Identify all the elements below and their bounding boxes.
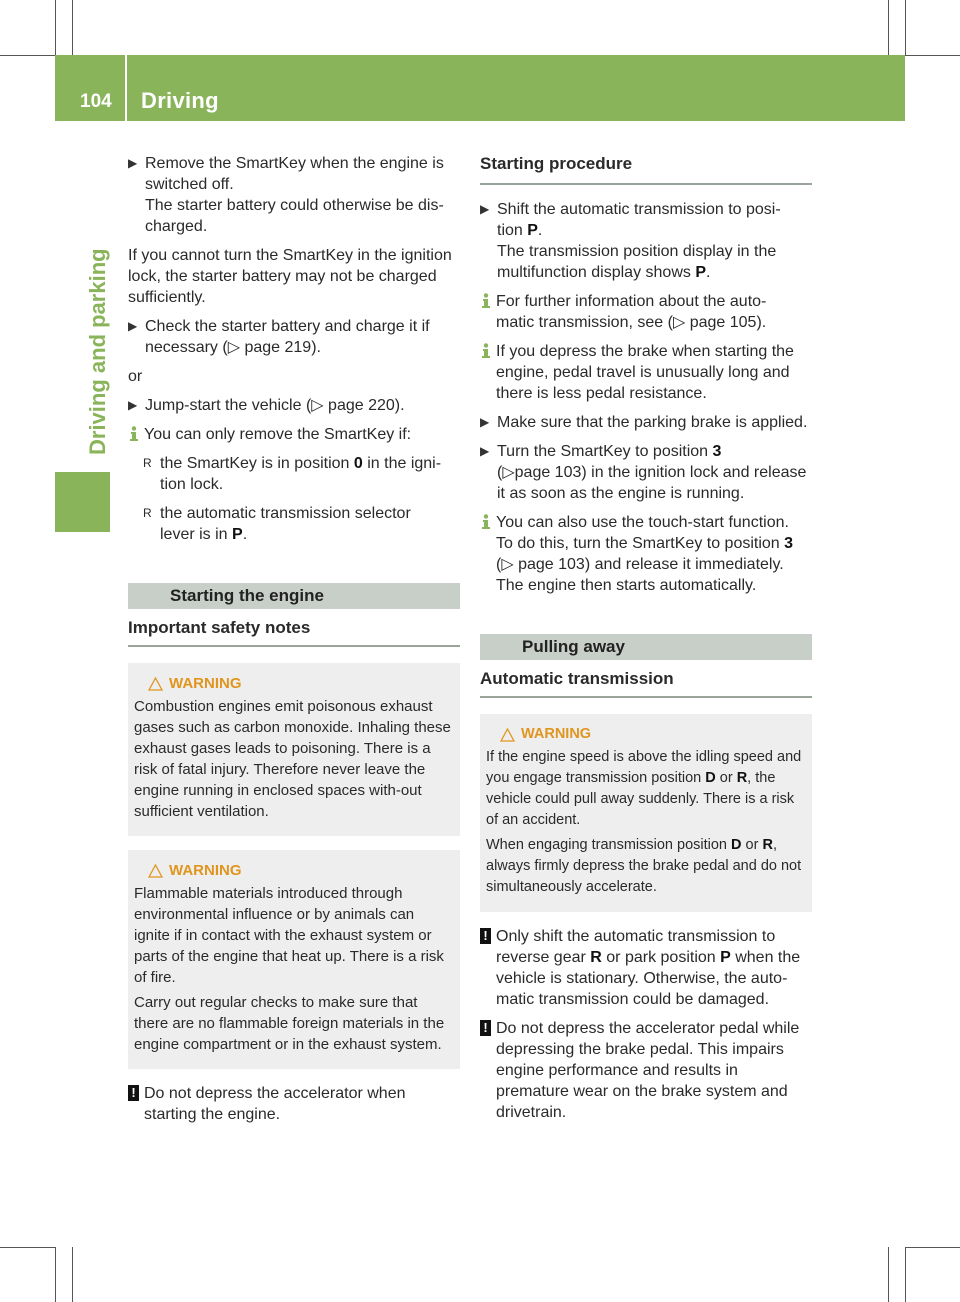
arrow-right-icon: ▶ bbox=[480, 415, 490, 429]
note-depress-accelerator: ! Do not depress the accelerator pedal while depressing the brake pedal. This impairs engine performance and results in premature wear on the brake system and drivetrain. bbox=[480, 1018, 812, 1123]
warning-text: Carry out regular checks to make sure that there are no flammable foreign materials in the engine compartment or in the exhaust system. bbox=[134, 994, 445, 1053]
subheading-automatic-transmission: Automatic transmission bbox=[480, 660, 812, 698]
step-remove-key: ▶ Remove the SmartKey when the engine is switched off. The starter battery could otherwise be dis- charged. bbox=[128, 155, 444, 235]
warning-text: When engaging transmission position D or R, always firmly depress the brake pedal and do not simultaneously accelerate. bbox=[486, 837, 802, 895]
crop-mark bbox=[72, 0, 73, 55]
info-further: For further information about the auto- matic transmission, see (▷ page 105). bbox=[480, 291, 812, 333]
heading-starting-procedure: Starting procedure bbox=[480, 153, 812, 185]
warning-label: WARNING bbox=[169, 675, 242, 692]
or-text: or bbox=[128, 368, 143, 385]
paragraph-cannot-turn: If you cannot turn the SmartKey in the ignition lock, the starter battery may not be charged sufficiently. bbox=[128, 247, 452, 306]
bullet-selector: R the automatic transmission selector lever is in P. bbox=[143, 505, 411, 543]
info-icon bbox=[480, 514, 492, 529]
page-ref-icon: ▷ bbox=[311, 397, 324, 414]
crop-mark bbox=[905, 1247, 906, 1302]
warning-triangle-icon bbox=[500, 728, 515, 742]
warning-triangle-icon bbox=[148, 677, 163, 691]
arrow-right-icon: ▶ bbox=[128, 156, 138, 170]
left-column bbox=[128, 153, 460, 1133]
page-ref-icon: ▷ bbox=[672, 314, 686, 331]
page-number: 104 bbox=[80, 91, 112, 112]
warning-box-exhaust bbox=[128, 663, 460, 836]
crop-mark bbox=[905, 1247, 960, 1248]
warning-text: Flammable materials introduced through environmental influence or by animals can ignite if in contact with the exhaust system or parts of the engine that heat up. There is a risk of fire. bbox=[134, 885, 444, 986]
crop-mark bbox=[905, 55, 960, 56]
crop-mark bbox=[905, 0, 906, 55]
bullet-icon: R bbox=[143, 506, 152, 520]
exclamation-icon: ! bbox=[480, 928, 491, 944]
info-remove-key: You can only remove the SmartKey if: bbox=[128, 424, 460, 445]
exclamation-icon: ! bbox=[128, 1085, 139, 1101]
info-brake: If you depress the brake when starting the engine, pedal travel is unusually long and there is less pedal resistance. bbox=[480, 341, 812, 404]
arrow-right-icon: ▶ bbox=[480, 444, 490, 458]
arrow-right-icon: ▶ bbox=[128, 398, 138, 412]
chapter-title: Driving bbox=[141, 88, 219, 113]
page-ref-link[interactable]: page 219). bbox=[244, 339, 321, 356]
page-ref-link[interactable]: page 105). bbox=[689, 314, 767, 331]
bullet-icon: R bbox=[143, 456, 152, 470]
page-ref-text: page 103) in the ignition lock and release it as soon as the engine is running. bbox=[497, 464, 807, 502]
page-ref-icon: ▷ bbox=[502, 464, 515, 481]
step-turn-key: ▶ Turn the SmartKey to position 3 (▷page 103) in the ignition lock and release it as soon as the engine is running. bbox=[480, 443, 807, 502]
warning-box-flammable bbox=[128, 850, 460, 1069]
page-ref-icon: ▷ bbox=[227, 339, 241, 356]
warning-text: If the engine speed is above the idling speed and you engage transmission position D or R, the vehicle could pull away suddenly. There is a risk of an accident. bbox=[486, 749, 802, 828]
arrow-right-icon: ▶ bbox=[480, 202, 490, 216]
warning-box-pull-away bbox=[480, 714, 812, 912]
step-check-battery: ▶ Check the starter battery and charge it if necessary (▷ page 219). bbox=[128, 318, 430, 356]
info-icon bbox=[480, 293, 492, 308]
step-parking-brake: ▶ Make sure that the parking brake is applied. bbox=[480, 414, 808, 431]
step-shift-p: ▶ Shift the automatic transmission to posi- tion P. The transmission position display in the multifunction display shows P. bbox=[480, 201, 781, 281]
section-starting-engine: Starting the engine bbox=[128, 583, 460, 609]
crop-mark bbox=[55, 0, 56, 55]
arrow-right-icon: ▶ bbox=[128, 319, 138, 333]
page-ref-link[interactable]: page 220). bbox=[328, 397, 405, 414]
crop-mark bbox=[888, 1247, 889, 1302]
note-accelerator: ! Do not depress the accelerator when starting the engine. bbox=[128, 1083, 460, 1125]
warning-triangle-icon bbox=[148, 864, 163, 878]
crop-mark bbox=[72, 1247, 73, 1302]
header-divider bbox=[125, 55, 127, 121]
crop-mark bbox=[888, 0, 889, 55]
warning-label: WARNING bbox=[521, 726, 592, 742]
step-jump-start: ▶ Jump-start the vehicle (▷ page 220). bbox=[128, 397, 405, 414]
crop-mark bbox=[0, 1247, 55, 1248]
warning-label: WARNING bbox=[169, 862, 242, 879]
warning-text: Combustion engines emit poisonous exhaust gases such as carbon monoxide. Inhaling these exhaust gases leads to poisoning. There is a risk of fatal injury. Therefore never leave the engine running in enclosed spaces with-out sufficient ventilation. bbox=[134, 698, 451, 820]
bullet-position: R the SmartKey is in position 0 in the igni- tion lock. bbox=[143, 455, 442, 493]
info-icon bbox=[128, 426, 140, 441]
subheading-safety-notes: Important safety notes bbox=[128, 609, 460, 647]
exclamation-icon: ! bbox=[480, 1020, 491, 1036]
right-column bbox=[480, 153, 812, 1131]
info-touch-start: You can also use the touch-start function. To do this, turn the SmartKey to position 3 (▷ page 103) and release it immediately. The engine then starts automatically. bbox=[480, 512, 812, 596]
crop-mark bbox=[0, 55, 55, 56]
page-ref-icon: ▷ bbox=[501, 556, 514, 573]
crop-mark bbox=[55, 1247, 56, 1302]
section-pulling-away: Pulling away bbox=[480, 634, 812, 660]
info-icon bbox=[480, 343, 492, 358]
note-shift-reverse: ! Only shift the automatic transmission to reverse gear R or park position P when the vehicle is stationary. Otherwise, the auto-matic transmission could be damaged. bbox=[480, 926, 812, 1010]
side-tab-block bbox=[55, 472, 110, 532]
